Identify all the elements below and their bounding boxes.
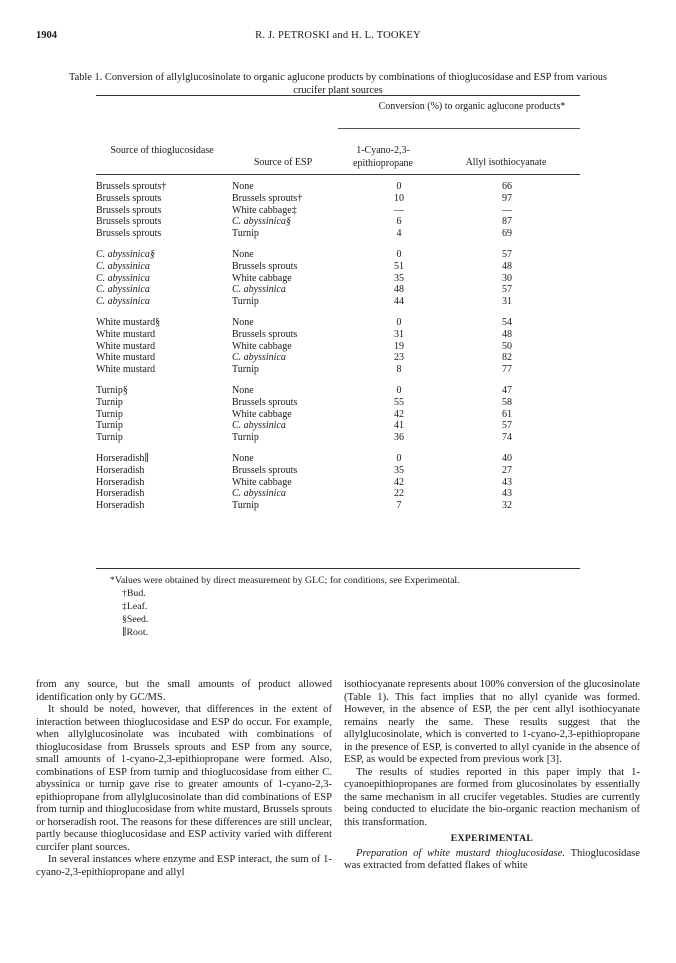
paragraph-results: The results of studies reported in this paper imply that 1-cyanoepithiopropanes are formed from glucosinolates by essentially the same mechanism in all crucifer vegetables. Studies are currently being conducted to elucidate the bio-organic reaction mechanism of this transformation. xyxy=(344,766,640,828)
cell-cyano-value: 48 xyxy=(394,284,404,296)
cell-allyl-value: 57 xyxy=(502,248,512,260)
cell-cyano-value: 35 xyxy=(394,272,404,284)
cell-allyl-value: 54 xyxy=(502,316,512,328)
cell-esp-source: C. abyssinica xyxy=(232,420,286,432)
cell-allyl-value: 50 xyxy=(502,340,512,352)
cell-allyl-value: 31 xyxy=(502,296,512,308)
footnote-root: ∥Root. xyxy=(122,627,149,638)
cell-allyl-value: 48 xyxy=(502,328,512,340)
col-header-esp-source: Source of ESP xyxy=(253,157,313,168)
section-title-experimental: EXPERIMENTAL xyxy=(450,833,534,844)
cell-allyl-value: 57 xyxy=(502,284,512,296)
cell-cyano-value: 22 xyxy=(394,488,404,500)
cell-allyl-value: 82 xyxy=(502,352,512,364)
cell-thioglucosidase-source: Turnip xyxy=(96,420,123,432)
cell-cyano-value: 0 xyxy=(396,384,402,396)
table-row xyxy=(96,420,580,432)
cell-allyl-value: 69 xyxy=(502,228,512,240)
cell-allyl-value: 97 xyxy=(502,192,512,204)
cell-cyano-value: 23 xyxy=(394,352,404,364)
cell-allyl-value: 43 xyxy=(502,476,512,488)
cell-esp-source: Turnip xyxy=(232,296,259,308)
conversion-spanner-header: Conversion (%) to organic aglucone products* xyxy=(378,101,566,112)
table-row xyxy=(96,228,580,240)
cell-thioglucosidase-source: White mustard xyxy=(96,328,156,340)
cell-thioglucosidase-source: Brussels sprouts xyxy=(96,192,162,204)
table-row xyxy=(96,500,580,512)
cell-allyl-value: 48 xyxy=(502,260,512,272)
cell-allyl-value: 61 xyxy=(502,408,512,420)
cell-allyl-value: 30 xyxy=(502,272,512,284)
cell-cyano-value: 0 xyxy=(396,181,402,192)
cell-thioglucosidase-source: White mustard§ xyxy=(96,316,161,328)
cell-allyl-value: 58 xyxy=(502,396,512,408)
table-group xyxy=(96,249,580,308)
table-bottom-rule xyxy=(96,568,580,569)
cell-thioglucosidase-source: C. abyssinica xyxy=(96,272,150,284)
cell-esp-source: Brussels sprouts xyxy=(232,396,298,408)
cell-thioglucosidase-source: White mustard xyxy=(96,340,156,352)
table-row xyxy=(96,397,580,409)
table-row xyxy=(96,364,580,376)
cell-allyl-value: 77 xyxy=(502,364,512,376)
body-left-column xyxy=(36,679,332,879)
cell-cyano-value: 0 xyxy=(396,452,402,464)
table-row xyxy=(96,261,580,273)
cell-thioglucosidase-source: Horseradish xyxy=(96,476,145,488)
footnote-values: *Values were obtained by direct measurement by GLC; for conditions, see Experimental. xyxy=(110,575,460,586)
cell-thioglucosidase-source: Horseradish xyxy=(96,488,145,500)
table-row xyxy=(96,317,580,329)
cell-esp-source: None xyxy=(232,181,254,192)
cell-thioglucosidase-source: C. abyssinica xyxy=(96,260,150,272)
table-group xyxy=(96,453,580,512)
cell-cyano-value: 44 xyxy=(394,296,404,308)
paragraph-preparation xyxy=(344,848,640,873)
cell-cyano-value: 7 xyxy=(396,500,402,512)
footnote-leaf: ‡Leaf. xyxy=(122,601,148,612)
cell-thioglucosidase-source: Turnip xyxy=(96,408,123,420)
paragraph-isothiocyanate: isothiocyanate represents about 100% conversion of the glucosinolate (Table 1). This fact implies that no allyl cyanide was formed. However, in the absence of ESP, the per cent allyl isothiocyanate remains nearly the same. These results suggest that the allylglucosinolate, which is converted to 1-cyano-2,3-epithiopropane in the presence of ESP, is converted to allyl cyanide in the absence of ESP, as would be expected from previous work [3]. xyxy=(344,679,640,765)
table-group xyxy=(96,385,580,444)
page-number: 1904 xyxy=(36,30,57,41)
table-row xyxy=(96,477,580,489)
cell-allyl-value: — xyxy=(502,204,512,216)
running-head: R. J. PETROSKI and H. L. TOOKEY xyxy=(255,30,421,41)
paragraph-preparation-text: Thioglucosidase was extracted from defatted flakes of white xyxy=(344,847,640,871)
table-row xyxy=(96,385,580,397)
cell-esp-source: Brussels sprouts xyxy=(232,464,298,476)
cell-esp-source: White cabbage‡ xyxy=(232,204,297,216)
paragraph-differences: It should be noted, however, that differences in the extent of interaction between thioglucosidase and ESP do occur. For example, when allylglucosinolate was incubated with combinations of thioglucosidase from Brussels sprouts and ESP from any source, small amounts of 1-cyano-2,3-epithiopropane were formed. Also, combinations of ESP from turnip and thioglucosidase from either C. abyssinica or turnip gave rise to greater amounts of 1-cyano-2,3-epithiopropane from allylglucosinolate than did combinations of ESP from turnip and thioglucosidase from white mustard, Brussels sprouts or horseradish root. The reasons for these differences are still unclear, partly because thioglucosidase and ESP activity varied with different curcifer plant sources. xyxy=(36,704,332,853)
cell-allyl-value: 87 xyxy=(502,216,512,228)
table-group xyxy=(96,181,580,240)
cell-esp-source: None xyxy=(232,316,254,328)
table-header-rule xyxy=(96,174,580,175)
table-row xyxy=(96,465,580,477)
table-row xyxy=(96,352,580,364)
table-row xyxy=(96,205,580,217)
cell-cyano-value: 8 xyxy=(396,364,402,376)
cell-thioglucosidase-source: C. abyssinica§ xyxy=(96,248,155,260)
cell-esp-source: C. abyssinica xyxy=(232,352,286,364)
cell-allyl-value: 74 xyxy=(502,432,512,444)
cell-esp-source: White cabbage xyxy=(232,408,292,420)
cell-cyano-value: 10 xyxy=(394,192,404,204)
cell-allyl-value: 57 xyxy=(502,420,512,432)
cell-esp-source: None xyxy=(232,452,254,464)
cell-thioglucosidase-source: C. abyssinica xyxy=(96,284,150,296)
cell-thioglucosidase-source: Horseradish xyxy=(96,500,145,512)
cell-thioglucosidase-source: Horseradish xyxy=(96,464,145,476)
cell-thioglucosidase-source: Brussels sprouts xyxy=(96,216,162,228)
col-header-thioglucosidase-source: Source of thioglucosidase xyxy=(110,145,214,156)
cell-cyano-value: 6 xyxy=(396,216,402,228)
table-row xyxy=(96,488,580,500)
cell-esp-source: White cabbage xyxy=(232,272,292,284)
cell-thioglucosidase-source: Brussels sprouts xyxy=(96,228,162,240)
cell-esp-source: None xyxy=(232,384,254,396)
cell-esp-source: Turnip xyxy=(232,432,259,444)
cell-thioglucosidase-source: White mustard xyxy=(96,364,156,376)
cell-cyano-value: 19 xyxy=(394,340,404,352)
cell-esp-source: Turnip xyxy=(232,500,259,512)
cell-esp-source: White cabbage xyxy=(232,340,292,352)
cell-allyl-value: 43 xyxy=(502,488,512,500)
body-right-column xyxy=(344,679,640,873)
table-row xyxy=(96,249,580,261)
cell-esp-source: Turnip xyxy=(232,228,259,240)
table-caption: Table 1. Conversion of allylglucosinolate to organic aglucone products by combinations of thioglucosidase and ESP from various crucifer plant sources xyxy=(68,72,608,96)
cell-cyano-value: 31 xyxy=(394,328,404,340)
paragraph-instances: In several instances where enzyme and ESP interact, the sum of 1-cyano-2,3-epithiopropane and allyl xyxy=(36,854,332,878)
col-header-allyl-isothiocyanate: Allyl isothiocyanate xyxy=(465,157,547,168)
cell-thioglucosidase-source: C. abyssinica xyxy=(96,296,150,308)
cell-cyano-value: 4 xyxy=(396,228,402,240)
cell-thioglucosidase-source: White mustard xyxy=(96,352,156,364)
cell-esp-source: Brussels sprouts xyxy=(232,328,298,340)
spanner-rule xyxy=(338,128,580,129)
cell-esp-source: C. abyssinica§ xyxy=(232,216,291,228)
cell-cyano-value: 42 xyxy=(394,476,404,488)
table-row xyxy=(96,216,580,228)
table-top-rule xyxy=(96,95,580,96)
cell-esp-source: Brussels sprouts xyxy=(232,260,298,272)
cell-cyano-value: 0 xyxy=(396,316,402,328)
cell-cyano-value: 35 xyxy=(394,464,404,476)
cell-thioglucosidase-source: Brussels sprouts xyxy=(96,204,162,216)
paragraph-continued: from any source, but the small amounts of product allowed identification only by GC/MS. xyxy=(36,679,332,703)
table-row xyxy=(96,341,580,353)
table-row xyxy=(96,432,580,444)
cell-esp-source: Brussels sprouts† xyxy=(232,192,303,204)
cell-cyano-value: 42 xyxy=(394,408,404,420)
cell-allyl-value: 47 xyxy=(502,384,512,396)
cell-thioglucosidase-source: Turnip§ xyxy=(96,384,128,396)
cell-thioglucosidase-source: Horseradish∥ xyxy=(96,452,149,464)
cell-cyano-value: 41 xyxy=(394,420,404,432)
footnote-bud: †Bud. xyxy=(122,588,146,599)
table-row xyxy=(96,329,580,341)
cell-esp-source: White cabbage xyxy=(232,476,292,488)
cell-esp-source: C. abyssinica xyxy=(232,284,286,296)
table-row xyxy=(96,284,580,296)
cell-cyano-value: 0 xyxy=(396,248,402,260)
cell-esp-source: C. abyssinica xyxy=(232,488,286,500)
cell-allyl-value: 66 xyxy=(502,181,512,192)
cell-esp-source: Turnip xyxy=(232,364,259,376)
table-row xyxy=(96,193,580,205)
cell-cyano-value: 51 xyxy=(394,260,404,272)
data-table xyxy=(96,181,580,521)
cell-esp-source: None xyxy=(232,248,254,260)
cell-thioglucosidase-source: Turnip xyxy=(96,396,123,408)
cell-allyl-value: 40 xyxy=(502,452,512,464)
cell-thioglucosidase-source: Turnip xyxy=(96,432,123,444)
cell-allyl-value: 27 xyxy=(502,464,512,476)
cell-thioglucosidase-source: Brussels sprouts† xyxy=(96,181,167,192)
subsection-title: Preparation of white mustard thioglucosidase. xyxy=(356,847,566,859)
cell-cyano-value: 55 xyxy=(394,396,404,408)
table-row xyxy=(96,453,580,465)
table-row xyxy=(96,181,580,193)
footnote-seed: §Seed. xyxy=(122,614,149,625)
table-group xyxy=(96,317,580,376)
cell-allyl-value: 32 xyxy=(502,500,512,512)
table-row xyxy=(96,409,580,421)
cell-cyano-value: 36 xyxy=(394,432,404,444)
col-header-cyano-epithiopropane: 1-Cyano-2,3-epithiopropane xyxy=(353,145,413,169)
table-row xyxy=(96,273,580,285)
table-row xyxy=(96,296,580,308)
cell-cyano-value: — xyxy=(394,204,404,216)
